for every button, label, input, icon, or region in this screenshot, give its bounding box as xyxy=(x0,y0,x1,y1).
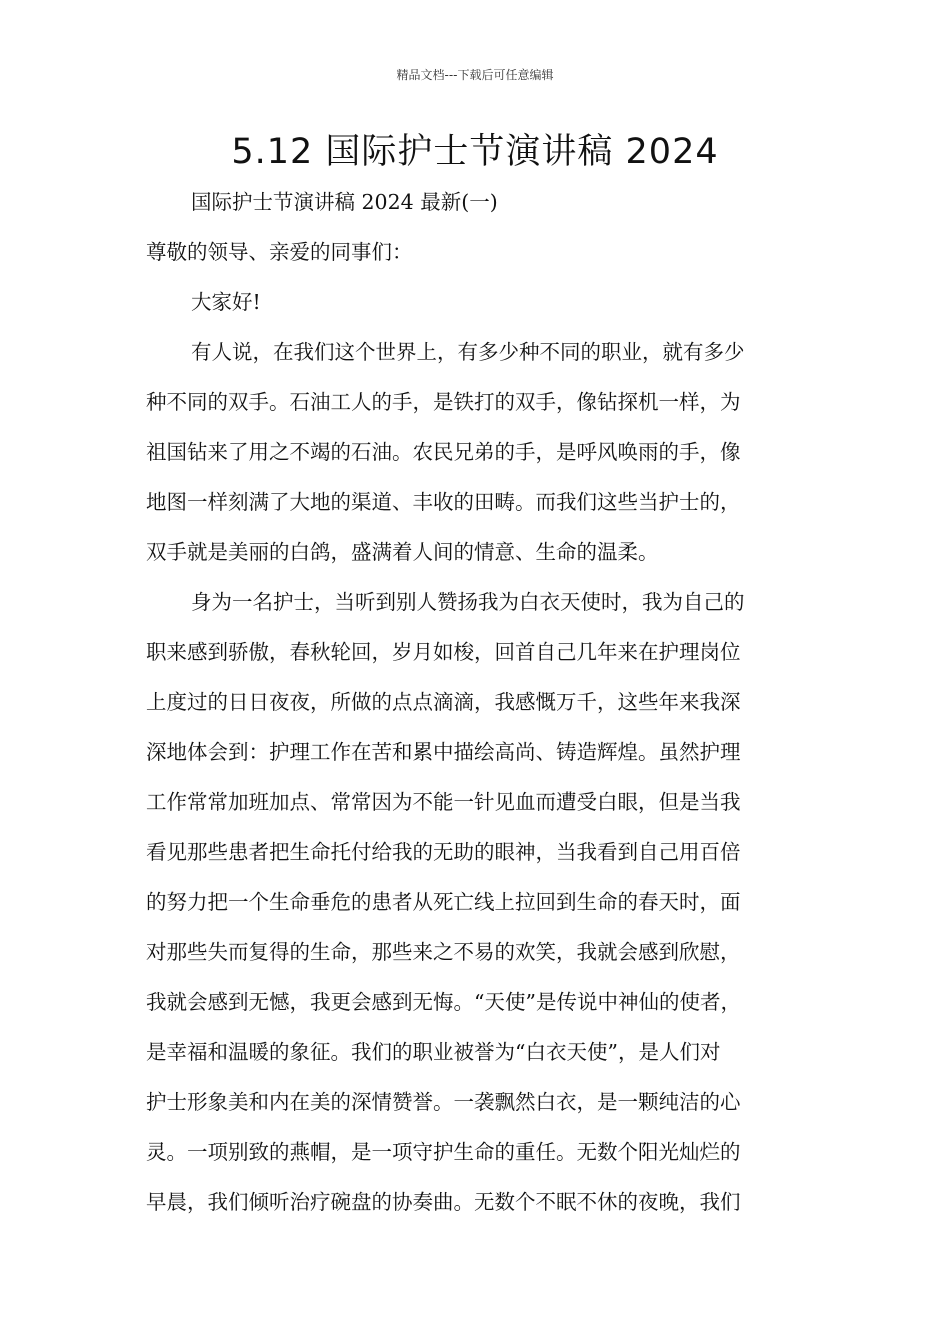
text-line: 工作常常加班加点、常常因为不能一针见血而遭受白眼，但是当我 xyxy=(146,790,741,814)
text-line: 护士形象美和内在美的深情赞誉。一袭飘然白衣，是一颗纯洁的心 xyxy=(146,1090,741,1114)
text-line: 是幸福和温暖的象征。我们的职业被誉为“白衣天使”，是人们对 xyxy=(146,1040,721,1064)
document-body xyxy=(146,177,818,1227)
greeting-line: 大家好! xyxy=(191,290,261,314)
text-line: 地图一样刻满了大地的渠道、丰收的田畴。而我们这些当护士的， xyxy=(146,490,741,514)
text-line: 种不同的双手。石油工人的手，是铁打的双手，像钻探机一样，为 xyxy=(146,390,741,414)
subtitle-line: 国际护士节演讲稿 2024 最新(一) xyxy=(191,190,498,214)
text-line: 深地体会到：护理工作在苦和累中描绘高尚、铸造辉煌。虽然护理 xyxy=(146,740,741,764)
header-note: 精品文档---下载后可任意编辑 xyxy=(396,68,554,82)
salutation-line: 尊敬的领导、亲爱的同事们： xyxy=(146,240,413,264)
text-line: 看见那些患者把生命托付给我的无助的眼神，当我看到自己用百倍 xyxy=(146,840,741,864)
text-line: 早晨，我们倾听治疗碗盘的协奏曲。无数个不眠不休的夜晚，我们 xyxy=(146,1190,741,1214)
text-line: 灵。一项别致的燕帽，是一项守护生命的重任。无数个阳光灿烂的 xyxy=(146,1140,741,1164)
text-line: 我就会感到无憾，我更会感到无悔。“天使”是传说中神仙的使者， xyxy=(146,990,741,1014)
text-line: 祖国钻来了用之不竭的石油。农民兄弟的手，是呼风唤雨的手，像 xyxy=(146,440,741,464)
text-line: 职来感到骄傲，春秋轮回，岁月如梭，回首自己几年来在护理岗位 xyxy=(146,640,741,664)
text-line: 对那些失而复得的生命，那些来之不易的欢笑，我就会感到欣慰， xyxy=(146,940,741,964)
text-line: 上度过的日日夜夜，所做的点点滴滴，我感慨万千，这些年来我深 xyxy=(146,690,741,714)
text-line: 有人说，在我们这个世界上，有多少种不同的职业，就有多少 xyxy=(191,340,745,364)
text-line: 身为一名护士，当听到别人赞扬我为白衣天使时，我为自己的 xyxy=(191,590,745,614)
text-line: 的努力把一个生命垂危的患者从死亡线上拉回到生命的春天时，面 xyxy=(146,890,741,914)
text-line: 双手就是美丽的白鸽，盛满着人间的情意、生命的温柔。 xyxy=(146,540,659,564)
document-title: 5.12 国际护士节演讲稿 2024 xyxy=(231,132,719,172)
